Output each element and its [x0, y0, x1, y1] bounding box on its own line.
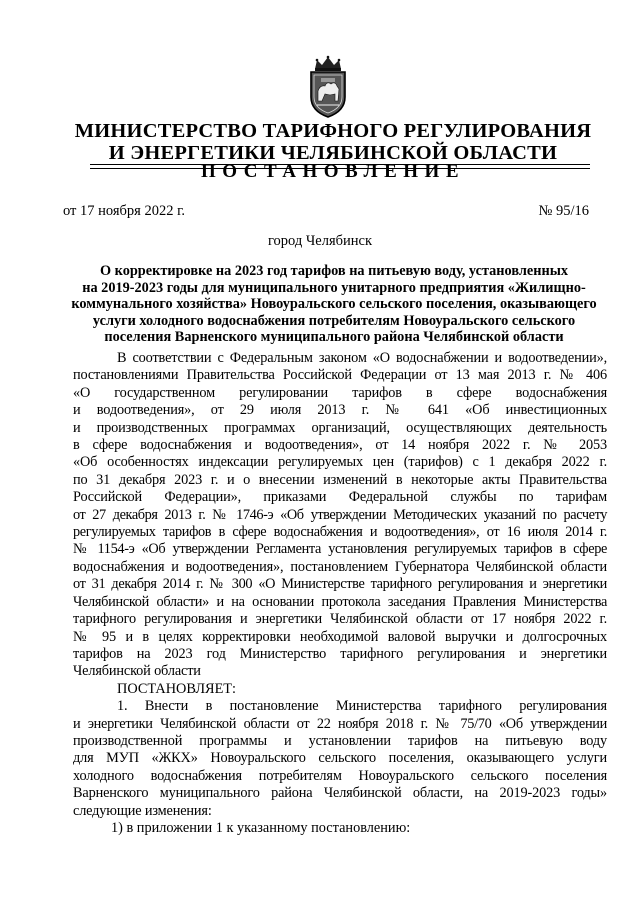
preamble-line: регулируемых тарифов в сфере водоснабжения и водоотведения», от 16 июля 2014 г. [73, 524, 607, 541]
document-body [73, 350, 607, 837]
preamble-line: и производственных программах организаций, осуществляющих деятельность [73, 419, 607, 436]
preamble-line: тарифов на 2023 год Министерство тарифного регулирования и энергетики [73, 645, 607, 662]
preamble-line: «О государственном регулировании тарифов в сфере водоснабжения [73, 384, 607, 401]
title-line: коммунального хозяйства» Новоуральского сельского поселения, оказывающего [71, 296, 597, 313]
resolve-heading: ПОСТАНОВЛЯЕТ: [117, 680, 237, 697]
title-line: О корректировке на 2023 год тарифов на питьевую воду, установленных [99, 263, 569, 279]
document-date: от 17 ноября 2022 г. [63, 203, 186, 219]
preamble-line: в сфере водоснабжения и водоотведения», от 14 ноября 2022 г. № 2053 [73, 437, 607, 454]
title-line: услуги холодного водоснабжения потребителям Новоуральского сельского [92, 312, 576, 329]
preamble-line: водоснабжения и водоотведения», постановлением Губернатора Челябинской области [73, 558, 607, 575]
item-1-line: для МУП «ЖКХ» Новоуральского сельского поселения, оказывающего услуги [73, 750, 607, 767]
item-1-line: Варненского муниципального района Челябинской области, на 2019-2023 годы» [73, 785, 607, 802]
ministry-name-line-2: И ЭНЕРГЕТИКИ ЧЕЛЯБИНСКОЙ ОБЛАСТИ [108, 142, 558, 164]
preamble-line: Челябинской области» и на основании протокола заседания Правления Министерства [73, 593, 607, 610]
item-1-line: следующие изменения: [73, 802, 212, 819]
title-line: на 2019-2023 годы для муниципального унитарного предприятия «Жилищно- [82, 279, 586, 296]
preamble-line: по 31 декабря 2023 г. и о внесении изменений в некоторые акты Правительства [73, 471, 607, 488]
ministry-name-line-1: МИНИСТЕРСТВО ТАРИФНОГО РЕГУЛИРОВАНИЯ [74, 120, 592, 142]
item-1-paragraph [73, 698, 607, 820]
preamble-line: № 1154-э «Об утверждении Регламента установления регулируемых тарифов в сфере [73, 541, 607, 558]
preamble-line: Российской Федерации», приказами Федеральной службы по тарифам [73, 489, 607, 506]
preamble-line: № 95 и в целях корректировки необходимой валовой выручки и долгосрочных [73, 628, 607, 645]
item-1-line: холодного водоснабжения потребителям Новоуральского сельского поселения [73, 767, 607, 784]
preamble-line: от 27 декабря 2013 г. № 1746-э «Об утверждении Методических указаний по расчету [73, 506, 607, 523]
item-1-line: и энергетики Челябинской области от 22 ноября 2018 г. № 75/70 «Об утверждении [73, 715, 607, 732]
preamble-line: постановлениями Правительства Российской Федерации от 13 мая 2013 г. № 406 [73, 367, 607, 384]
coat-of-arms-icon [303, 55, 353, 119]
preamble-line: и водоотведения», от 29 июля 2013 г. № 641 «Об инвестиционных [73, 402, 607, 419]
preamble-paragraph [73, 350, 607, 681]
document-city: город Челябинск [267, 233, 373, 249]
document-type: ПОСТАНОВЛЕНИЕ [200, 161, 466, 182]
subitem-1-line: 1) в приложении 1 к указанному постановлению: [111, 819, 411, 836]
item-1-line: производственной программы и установлении тарифов на питьевую воду [73, 732, 607, 749]
document-title [60, 263, 608, 346]
preamble-line: «Об особенностях индексации регулируемых цен (тарифов) с 1 декабря 2022 г. [73, 454, 607, 471]
item-1-line: 1. Внести в постановление Министерства тарифного регулирования [117, 698, 607, 715]
title-line: поселения Варненского муниципального района Челябинской области [104, 329, 564, 346]
preamble-line: В соответствии с Федеральным законом «О водоснабжении и водоотведении», [117, 350, 607, 366]
subitem-1-paragraph [73, 820, 607, 837]
preamble-line: Челябинской области [73, 663, 201, 680]
document-number: № 95/16 [538, 203, 589, 219]
preamble-line: тарифного регулирования и энергетики Челябинской области от 17 ноября 2022 г. [73, 611, 607, 628]
preamble-line: от 31 декабря 2014 г. № 300 «О Министерстве тарифного регулирования и энергетики [73, 576, 607, 593]
